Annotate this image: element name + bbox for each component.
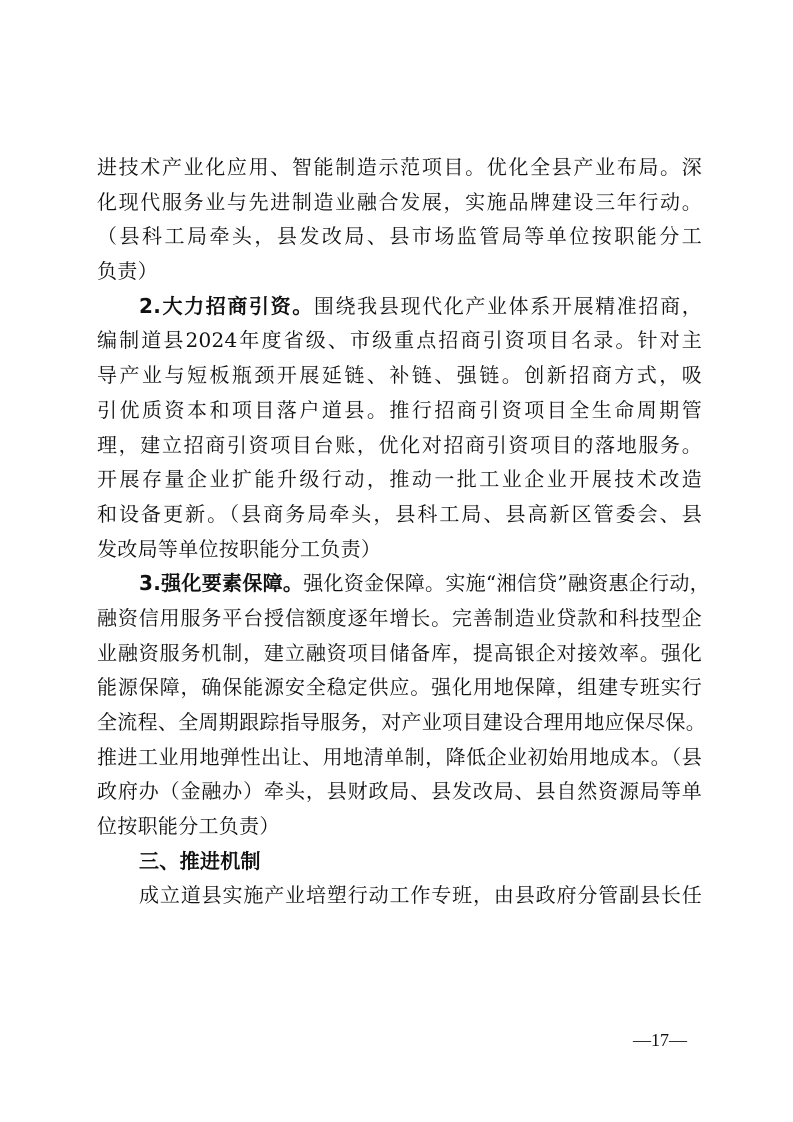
paragraph-text: 围绕我县现代化产业体系开展精准招商，: [313, 293, 703, 318]
text-line: 融资信用服务平台授信额度逐年增长。完善制造业贷款和科技型企: [97, 605, 702, 630]
page-number: —17—: [633, 1030, 687, 1050]
text-line: 编制道县2024年度省级、市级重点招商引资项目名录。针对主: [97, 328, 702, 353]
text-line: 推进工业用地弹性出让、用地清单制，降低企业初始用地成本。（县: [97, 744, 702, 769]
text-line: 化现代服务业与先进制造业融合发展，实施品牌建设三年行动。: [97, 189, 702, 214]
text-line: 政府办（金融办）牵头，县财政局、县发改局、县自然资源局等单: [97, 779, 702, 804]
text-line: 理，建立招商引资项目台账，优化对招商引资项目的落地服务。: [97, 432, 702, 457]
paragraph-text: 强化资金保障。实施“湘信贷”融资惠企行动，: [303, 571, 710, 596]
text-line: 引优质资本和项目落户道县。推行招商引资项目全生命周期管: [97, 397, 702, 422]
text-line: 成立道县实施产业培塑行动工作专班，由县政府分管副县长任: [139, 883, 702, 908]
text-line: 负责）: [97, 259, 158, 284]
text-line: （县科工局牵头，县发改局、县市场监管局等单位按职能分工: [97, 224, 702, 249]
paragraph-heading: 3.强化要素保障。: [139, 571, 304, 596]
text-line: 导产业与短板瓶颈开展延链、补链、强链。创新招商方式，吸: [97, 363, 702, 388]
text-line: 业融资服务机制，建立融资项目储备库，提高银企对接效率。强化: [97, 640, 702, 665]
paragraph-first-line: [97, 566, 710, 601]
text-line: 能源保障，确保能源安全稳定供应。强化用地保障，组建专班实行: [97, 675, 702, 700]
text-line: 发改局等单位按职能分工负责）: [97, 536, 382, 561]
body-text: [97, 150, 710, 913]
text-line: 和设备更新。（县商务局牵头，县科工局、县高新区管委会、县: [97, 501, 702, 526]
text-line: 开展存量企业扩能升级行动，推动一批工业企业开展技术改造: [97, 467, 702, 492]
section-title: 三、推进机制: [139, 848, 261, 873]
paragraph-heading: 2.大力招商引资。: [139, 293, 314, 318]
text-line: 进技术产业化应用、智能制造示范项目。优化全县产业布局。深: [97, 155, 702, 179]
text-line: 位按职能分工负责）: [97, 814, 280, 839]
paragraph-first-line: [97, 289, 702, 324]
text-line: 全流程、全周期跟踪指导服务，对产业项目建设合理用地应保尽保。: [97, 710, 706, 734]
